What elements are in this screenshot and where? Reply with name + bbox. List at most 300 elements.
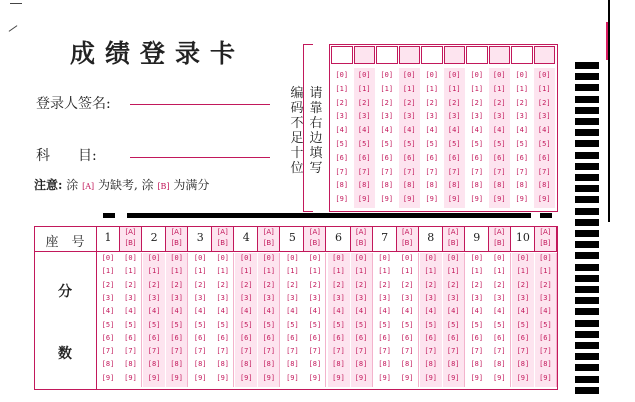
score-digit-bubble[interactable]: [8] — [239, 360, 253, 369]
score-digit-bubble[interactable]: [0] — [124, 254, 137, 262]
score-digit-bubble[interactable]: [8] — [147, 360, 161, 369]
score-digit-bubble[interactable]: [0] — [239, 254, 253, 262]
score-digit-bubble[interactable]: [4] — [170, 307, 183, 316]
score-digit-bubble[interactable]: [8] — [332, 360, 345, 369]
score-digit-bubble[interactable]: [4] — [193, 307, 207, 316]
id-digit-bubble[interactable]: [6] — [335, 153, 349, 162]
score-digit-bubble[interactable]: [9] — [378, 373, 391, 382]
score-digit-bubble[interactable]: [8] — [470, 360, 484, 369]
score-digit-bubble[interactable]: [8] — [124, 360, 137, 369]
score-digit-bubble[interactable]: [0] — [286, 254, 299, 262]
score-digit-bubble[interactable]: [2] — [446, 280, 460, 289]
score-digit-bubble[interactable]: [8] — [101, 360, 115, 369]
id-digit-bubble[interactable]: [8] — [515, 181, 529, 190]
absent-full-marks[interactable] — [303, 227, 326, 251]
score-digit-bubble[interactable]: [5] — [539, 320, 552, 329]
id-digit-bubble[interactable]: [3] — [447, 112, 461, 121]
score-digit-bubble[interactable]: [8] — [354, 360, 368, 369]
id-digit-bubble[interactable]: [9] — [447, 195, 461, 204]
score-digit-bubble[interactable]: [5] — [170, 320, 183, 329]
absent-full-marks[interactable] — [442, 227, 465, 251]
mark-b-bubble[interactable]: [B] — [540, 239, 551, 247]
id-digit-bubble[interactable]: [9] — [357, 195, 371, 204]
id-digit-bubble[interactable]: [1] — [425, 84, 439, 93]
score-digit-bubble[interactable]: [2] — [378, 280, 391, 289]
score-digit-bubble[interactable]: [5] — [492, 320, 506, 329]
score-digit-bubble[interactable]: [5] — [193, 320, 207, 329]
id-digit-bubble[interactable]: [5] — [470, 140, 484, 148]
id-digit-bubble[interactable]: [5] — [515, 140, 529, 148]
score-digit-bubble[interactable]: [9] — [424, 373, 438, 382]
id-digit-bubble[interactable]: [5] — [380, 140, 394, 148]
score-digit-bubble[interactable]: [0] — [147, 254, 161, 262]
score-digit-bubble[interactable]: [1] — [492, 267, 506, 276]
id-digit-bubble[interactable]: [5] — [492, 140, 506, 148]
id-digit-bubble[interactable]: [2] — [402, 98, 416, 107]
score-digit-bubble[interactable]: [9] — [470, 373, 484, 382]
score-digit-bubble[interactable]: [2] — [216, 280, 230, 289]
score-digit-bubble[interactable]: [6] — [239, 333, 253, 342]
score-digit-bubble[interactable]: [6] — [262, 333, 276, 342]
mark-a-bubble[interactable]: [A] — [355, 228, 367, 236]
id-entry-box[interactable] — [354, 46, 376, 64]
id-entry-box[interactable] — [511, 46, 533, 64]
id-digit-bubble[interactable]: [3] — [380, 112, 394, 121]
score-digit-bubble[interactable]: [4] — [332, 307, 345, 316]
score-digit-bubble[interactable]: [7] — [492, 347, 506, 356]
score-digit-bubble[interactable]: [3] — [378, 293, 391, 302]
score-digit-bubble[interactable]: [3] — [539, 293, 552, 302]
id-digit-bubble[interactable]: [0] — [402, 71, 416, 79]
score-digit-bubble[interactable]: [0] — [539, 254, 552, 262]
mark-a-bubble[interactable]: [A] — [448, 228, 459, 236]
score-digit-bubble[interactable]: [9] — [193, 373, 207, 382]
score-digit-bubble[interactable]: [8] — [378, 360, 391, 369]
id-digit-bubble[interactable]: [4] — [335, 126, 349, 135]
score-digit-bubble[interactable]: [3] — [308, 293, 322, 302]
score-digit-bubble[interactable]: [9] — [262, 373, 276, 382]
score-digit-bubble[interactable]: [0] — [332, 254, 345, 262]
id-digit-bubble[interactable]: [7] — [357, 167, 371, 176]
score-digit-bubble[interactable]: [9] — [170, 373, 183, 382]
score-digit-bubble[interactable]: [9] — [332, 373, 345, 382]
score-digit-bubble[interactable]: [6] — [124, 333, 137, 342]
id-digit-bubble[interactable]: [0] — [537, 71, 551, 79]
score-digit-bubble[interactable]: [2] — [470, 280, 484, 289]
id-digit-bubble[interactable]: [5] — [402, 140, 416, 148]
mark-a-bubble[interactable]: [A] — [540, 228, 551, 236]
score-digit-bubble[interactable]: [6] — [424, 333, 438, 342]
score-digit-bubble[interactable]: [5] — [216, 320, 230, 329]
score-digit-bubble[interactable]: [4] — [308, 307, 322, 316]
mark-b-bubble[interactable]: [B] — [171, 239, 182, 247]
score-digit-bubble[interactable]: [4] — [516, 307, 530, 316]
id-digit-bubble[interactable]: [1] — [537, 84, 551, 93]
id-entry-box[interactable] — [376, 46, 398, 64]
id-digit-bubble[interactable]: [5] — [447, 140, 461, 148]
score-digit-bubble[interactable]: [0] — [308, 254, 322, 262]
absent-full-marks[interactable] — [119, 227, 142, 251]
id-digit-bubble[interactable]: [2] — [425, 98, 439, 107]
score-digit-bubble[interactable]: [0] — [216, 254, 230, 262]
score-digit-bubble[interactable]: [7] — [516, 347, 530, 356]
id-digit-bubble[interactable]: [3] — [537, 112, 551, 121]
score-digit-bubble[interactable]: [1] — [308, 267, 322, 276]
score-digit-bubble[interactable]: [5] — [147, 320, 161, 329]
mark-b-bubble[interactable]: [B] — [309, 239, 321, 247]
id-digit-bubble[interactable]: [3] — [470, 112, 484, 121]
score-digit-bubble[interactable]: [0] — [424, 254, 438, 262]
id-entry-box[interactable] — [534, 46, 556, 64]
score-digit-bubble[interactable]: [4] — [124, 307, 137, 316]
score-digit-bubble[interactable]: [3] — [286, 293, 299, 302]
id-digit-bubble[interactable]: [2] — [357, 98, 371, 107]
id-digit-bubble[interactable]: [0] — [492, 71, 506, 79]
score-digit-bubble[interactable]: [6] — [516, 333, 530, 342]
score-digit-bubble[interactable]: [3] — [446, 293, 460, 302]
id-digit-bubble[interactable]: [6] — [492, 153, 506, 162]
id-digit-bubble[interactable]: [9] — [335, 195, 349, 204]
absent-full-marks[interactable] — [257, 227, 280, 251]
score-digit-bubble[interactable]: [2] — [147, 280, 161, 289]
score-digit-bubble[interactable]: [7] — [147, 347, 161, 356]
score-digit-bubble[interactable]: [4] — [378, 307, 391, 316]
score-digit-bubble[interactable]: [4] — [286, 307, 299, 316]
score-digit-bubble[interactable]: [5] — [354, 320, 368, 329]
score-digit-bubble[interactable]: [1] — [101, 267, 115, 276]
score-digit-bubble[interactable]: [7] — [216, 347, 230, 356]
score-digit-bubble[interactable]: [6] — [378, 333, 391, 342]
score-digit-bubble[interactable]: [4] — [470, 307, 484, 316]
score-digit-bubble[interactable]: [6] — [101, 333, 115, 342]
id-digit-bubble[interactable]: [7] — [335, 167, 349, 176]
id-digit-bubble[interactable]: [5] — [425, 140, 439, 148]
score-digit-bubble[interactable]: [2] — [286, 280, 299, 289]
score-digit-bubble[interactable]: [3] — [332, 293, 345, 302]
score-digit-bubble[interactable]: [1] — [424, 267, 438, 276]
score-digit-bubble[interactable]: [0] — [492, 254, 506, 262]
id-digit-bubble[interactable]: [2] — [447, 98, 461, 107]
absent-full-marks[interactable] — [211, 227, 234, 251]
score-digit-bubble[interactable]: [2] — [308, 280, 322, 289]
score-digit-bubble[interactable]: [7] — [470, 347, 484, 356]
score-digit-bubble[interactable]: [4] — [424, 307, 438, 316]
id-digit-bubble[interactable]: [7] — [470, 167, 484, 176]
id-digit-bubble[interactable]: [4] — [492, 126, 506, 135]
score-digit-bubble[interactable]: [2] — [516, 280, 530, 289]
mark-a-bubble[interactable]: [A] — [401, 228, 413, 236]
score-digit-bubble[interactable]: [3] — [170, 293, 183, 302]
score-digit-bubble[interactable]: [6] — [216, 333, 230, 342]
mark-b-bubble[interactable]: [B] — [263, 239, 274, 247]
score-digit-bubble[interactable]: [4] — [539, 307, 552, 316]
score-digit-bubble[interactable]: [6] — [193, 333, 207, 342]
score-digit-bubble[interactable]: [9] — [124, 373, 137, 382]
id-digit-bubble[interactable]: [8] — [537, 181, 551, 190]
id-entry-box[interactable] — [489, 46, 511, 64]
id-digit-bubble[interactable]: [2] — [515, 98, 529, 107]
id-digit-bubble[interactable]: [7] — [537, 167, 551, 176]
score-digit-bubble[interactable]: [4] — [216, 307, 230, 316]
score-digit-bubble[interactable]: [0] — [170, 254, 183, 262]
id-digit-bubble[interactable]: [8] — [357, 181, 371, 190]
score-digit-bubble[interactable]: [9] — [239, 373, 253, 382]
score-digit-bubble[interactable]: [1] — [378, 267, 391, 276]
id-digit-bubble[interactable]: [4] — [537, 126, 551, 135]
id-entry-box[interactable] — [421, 46, 443, 64]
mark-b-bubble[interactable]: [B] — [448, 239, 459, 247]
id-digit-bubble[interactable]: [9] — [515, 195, 529, 204]
score-digit-bubble[interactable]: [8] — [539, 360, 552, 369]
id-digit-bubble[interactable]: [7] — [380, 167, 394, 176]
score-digit-bubble[interactable]: [7] — [378, 347, 391, 356]
score-digit-bubble[interactable]: [3] — [492, 293, 506, 302]
id-digit-bubble[interactable]: [4] — [447, 126, 461, 135]
id-digit-bubble[interactable]: [6] — [380, 153, 394, 162]
id-digit-bubble[interactable]: [5] — [335, 140, 349, 148]
absent-full-marks[interactable] — [534, 227, 557, 251]
id-digit-bubble[interactable]: [6] — [402, 153, 416, 162]
score-digit-bubble[interactable]: [0] — [470, 254, 484, 262]
id-digit-bubble[interactable]: [9] — [470, 195, 484, 204]
score-digit-bubble[interactable]: [7] — [446, 347, 460, 356]
score-digit-bubble[interactable]: [6] — [470, 333, 484, 342]
id-digit-bubble[interactable]: [8] — [380, 181, 394, 190]
score-digit-bubble[interactable]: [7] — [354, 347, 368, 356]
score-digit-bubble[interactable]: [5] — [516, 320, 530, 329]
score-digit-bubble[interactable]: [9] — [354, 373, 368, 382]
score-digit-bubble[interactable]: [9] — [516, 373, 530, 382]
score-digit-bubble[interactable]: [3] — [216, 293, 230, 302]
id-digit-bubble[interactable]: [1] — [470, 84, 484, 93]
score-digit-bubble[interactable]: [0] — [354, 254, 368, 262]
id-digit-bubble[interactable]: [8] — [470, 181, 484, 190]
id-digit-bubble[interactable]: [6] — [515, 153, 529, 162]
score-digit-bubble[interactable]: [3] — [124, 293, 137, 302]
score-digit-bubble[interactable]: [1] — [124, 267, 137, 276]
score-digit-bubble[interactable]: [9] — [286, 373, 299, 382]
id-digit-bubble[interactable]: [3] — [492, 112, 506, 121]
score-digit-bubble[interactable]: [2] — [424, 280, 438, 289]
mark-a-bubble[interactable]: [A] — [309, 228, 321, 236]
score-digit-bubble[interactable]: [1] — [332, 267, 345, 276]
mark-a-bubble[interactable]: [A] — [171, 228, 182, 236]
id-digit-bubble[interactable]: [8] — [492, 181, 506, 190]
score-digit-bubble[interactable]: [5] — [239, 320, 253, 329]
score-digit-bubble[interactable]: [6] — [354, 333, 368, 342]
id-digit-bubble[interactable]: [1] — [380, 84, 394, 93]
id-digit-bubble[interactable]: [1] — [402, 84, 416, 93]
id-digit-bubble[interactable]: [4] — [470, 126, 484, 135]
score-digit-bubble[interactable]: [6] — [286, 333, 299, 342]
score-digit-bubble[interactable]: [8] — [308, 360, 322, 369]
id-digit-bubble[interactable]: [7] — [402, 167, 416, 176]
score-digit-bubble[interactable]: [4] — [354, 307, 368, 316]
score-digit-bubble[interactable]: [6] — [308, 333, 322, 342]
score-digit-bubble[interactable]: [2] — [400, 280, 414, 289]
score-digit-bubble[interactable]: [1] — [446, 267, 460, 276]
score-digit-bubble[interactable]: [1] — [539, 267, 552, 276]
mark-a-bubble[interactable]: [A] — [217, 228, 228, 236]
id-digit-bubble[interactable]: [1] — [515, 84, 529, 93]
score-digit-bubble[interactable]: [8] — [492, 360, 506, 369]
id-digit-bubble[interactable]: [9] — [425, 195, 439, 204]
id-digit-bubble[interactable]: [0] — [335, 71, 349, 79]
mark-b-bubble[interactable]: [B] — [401, 239, 413, 247]
score-digit-bubble[interactable]: [3] — [262, 293, 276, 302]
score-digit-bubble[interactable]: [9] — [147, 373, 161, 382]
id-digit-bubble[interactable]: [6] — [537, 153, 551, 162]
score-digit-bubble[interactable]: [7] — [424, 347, 438, 356]
id-digit-bubble[interactable]: [7] — [425, 167, 439, 176]
id-digit-bubble[interactable]: [0] — [357, 71, 371, 79]
score-digit-bubble[interactable]: [0] — [378, 254, 391, 262]
score-digit-bubble[interactable]: [2] — [492, 280, 506, 289]
score-digit-bubble[interactable]: [9] — [539, 373, 552, 382]
score-digit-bubble[interactable]: [9] — [216, 373, 230, 382]
score-digit-bubble[interactable]: [2] — [170, 280, 183, 289]
id-digit-bubble[interactable]: [9] — [402, 195, 416, 204]
score-digit-bubble[interactable]: [1] — [193, 267, 207, 276]
score-digit-bubble[interactable]: [4] — [446, 307, 460, 316]
score-digit-bubble[interactable]: [7] — [124, 347, 137, 356]
signer-field[interactable] — [130, 104, 270, 105]
score-digit-bubble[interactable]: [8] — [516, 360, 530, 369]
score-digit-bubble[interactable]: [1] — [354, 267, 368, 276]
id-entry-box[interactable] — [399, 46, 421, 64]
score-digit-bubble[interactable]: [5] — [470, 320, 484, 329]
id-digit-bubble[interactable]: [0] — [470, 71, 484, 79]
id-digit-bubble[interactable]: [5] — [357, 140, 371, 148]
score-digit-bubble[interactable]: [4] — [492, 307, 506, 316]
score-digit-bubble[interactable]: [5] — [124, 320, 137, 329]
score-digit-bubble[interactable]: [0] — [193, 254, 207, 262]
score-digit-bubble[interactable]: [2] — [193, 280, 207, 289]
id-digit-bubble[interactable]: [4] — [357, 126, 371, 135]
score-digit-bubble[interactable]: [6] — [400, 333, 414, 342]
score-digit-bubble[interactable]: [7] — [332, 347, 345, 356]
id-digit-bubble[interactable]: [6] — [447, 153, 461, 162]
absent-full-marks[interactable] — [165, 227, 188, 251]
id-digit-bubble[interactable]: [0] — [380, 71, 394, 79]
id-digit-bubble[interactable]: [6] — [357, 153, 371, 162]
mark-a-bubble[interactable]: [A] — [125, 228, 136, 236]
id-digit-bubble[interactable]: [8] — [335, 181, 349, 190]
id-digit-bubble[interactable]: [6] — [470, 153, 484, 162]
mark-a-bubble[interactable]: [A] — [494, 228, 505, 236]
score-digit-bubble[interactable]: [5] — [286, 320, 299, 329]
score-digit-bubble[interactable]: [0] — [516, 254, 530, 262]
id-digit-bubble[interactable]: [3] — [425, 112, 439, 121]
id-digit-bubble[interactable]: [8] — [402, 181, 416, 190]
id-digit-bubble[interactable]: [0] — [425, 71, 439, 79]
id-digit-bubble[interactable]: [2] — [335, 98, 349, 107]
score-digit-bubble[interactable]: [5] — [400, 320, 414, 329]
score-digit-bubble[interactable]: [1] — [147, 267, 161, 276]
score-digit-bubble[interactable]: [3] — [400, 293, 414, 302]
score-digit-bubble[interactable]: [2] — [354, 280, 368, 289]
score-digit-bubble[interactable]: [9] — [492, 373, 506, 382]
id-digit-bubble[interactable]: [1] — [335, 84, 349, 93]
score-digit-bubble[interactable]: [1] — [516, 267, 530, 276]
id-digit-bubble[interactable]: [3] — [402, 112, 416, 121]
score-digit-bubble[interactable]: [9] — [400, 373, 414, 382]
id-digit-bubble[interactable]: [0] — [515, 71, 529, 79]
score-digit-bubble[interactable]: [2] — [101, 280, 115, 289]
id-digit-bubble[interactable]: [3] — [515, 112, 529, 121]
id-digit-bubble[interactable]: [7] — [492, 167, 506, 176]
mark-a-bubble[interactable]: [A] — [263, 228, 274, 236]
score-digit-bubble[interactable]: [3] — [147, 293, 161, 302]
mark-b-bubble[interactable]: [B] — [355, 239, 367, 247]
score-digit-bubble[interactable]: [4] — [262, 307, 276, 316]
score-digit-bubble[interactable]: [1] — [262, 267, 276, 276]
score-digit-bubble[interactable]: [3] — [470, 293, 484, 302]
id-digit-bubble[interactable]: [9] — [380, 195, 394, 204]
score-digit-bubble[interactable]: [3] — [101, 293, 115, 302]
id-digit-bubble[interactable]: [4] — [380, 126, 394, 135]
id-digit-bubble[interactable]: [5] — [537, 140, 551, 148]
score-digit-bubble[interactable]: [2] — [332, 280, 345, 289]
id-digit-bubble[interactable]: [1] — [357, 84, 371, 93]
id-digit-bubble[interactable]: [6] — [425, 153, 439, 162]
score-digit-bubble[interactable]: [1] — [170, 267, 183, 276]
id-digit-bubble[interactable]: [9] — [537, 195, 551, 204]
score-digit-bubble[interactable]: [9] — [101, 373, 115, 382]
id-digit-bubble[interactable]: [2] — [492, 98, 506, 107]
id-digit-bubble[interactable]: [3] — [335, 112, 349, 121]
score-digit-bubble[interactable]: [1] — [400, 267, 414, 276]
score-digit-bubble[interactable]: [7] — [262, 347, 276, 356]
id-digit-bubble[interactable]: [1] — [447, 84, 461, 93]
id-digit-bubble[interactable]: [2] — [380, 98, 394, 107]
score-digit-bubble[interactable]: [8] — [446, 360, 460, 369]
score-digit-bubble[interactable]: [2] — [262, 280, 276, 289]
score-digit-bubble[interactable]: [1] — [239, 267, 253, 276]
absent-full-marks[interactable] — [396, 227, 419, 251]
score-digit-bubble[interactable]: [6] — [539, 333, 552, 342]
absent-full-marks[interactable] — [488, 227, 511, 251]
score-digit-bubble[interactable]: [5] — [308, 320, 322, 329]
id-digit-bubble[interactable]: [3] — [357, 112, 371, 121]
score-digit-bubble[interactable]: [5] — [332, 320, 345, 329]
score-digit-bubble[interactable]: [4] — [239, 307, 253, 316]
score-digit-bubble[interactable]: [8] — [262, 360, 276, 369]
id-digit-bubble[interactable]: [4] — [515, 126, 529, 135]
score-digit-bubble[interactable]: [2] — [124, 280, 137, 289]
score-digit-bubble[interactable]: [9] — [446, 373, 460, 382]
score-digit-bubble[interactable]: [0] — [101, 254, 115, 262]
score-digit-bubble[interactable]: [6] — [492, 333, 506, 342]
score-digit-bubble[interactable]: [3] — [193, 293, 207, 302]
score-digit-bubble[interactable]: [6] — [332, 333, 345, 342]
score-digit-bubble[interactable]: [7] — [193, 347, 207, 356]
score-digit-bubble[interactable]: [1] — [286, 267, 299, 276]
score-digit-bubble[interactable]: [8] — [170, 360, 183, 369]
score-digit-bubble[interactable]: [2] — [239, 280, 253, 289]
id-digit-bubble[interactable]: [8] — [447, 181, 461, 190]
score-digit-bubble[interactable]: [7] — [400, 347, 414, 356]
mark-b-bubble[interactable]: [B] — [494, 239, 505, 247]
score-digit-bubble[interactable]: [8] — [193, 360, 207, 369]
id-entry-box[interactable] — [331, 46, 353, 64]
id-digit-bubble[interactable]: [2] — [470, 98, 484, 107]
score-digit-bubble[interactable]: [6] — [446, 333, 460, 342]
id-digit-bubble[interactable]: [7] — [515, 167, 529, 176]
score-digit-bubble[interactable]: [7] — [101, 347, 115, 356]
score-digit-bubble[interactable]: [7] — [286, 347, 299, 356]
score-digit-bubble[interactable]: [5] — [262, 320, 276, 329]
